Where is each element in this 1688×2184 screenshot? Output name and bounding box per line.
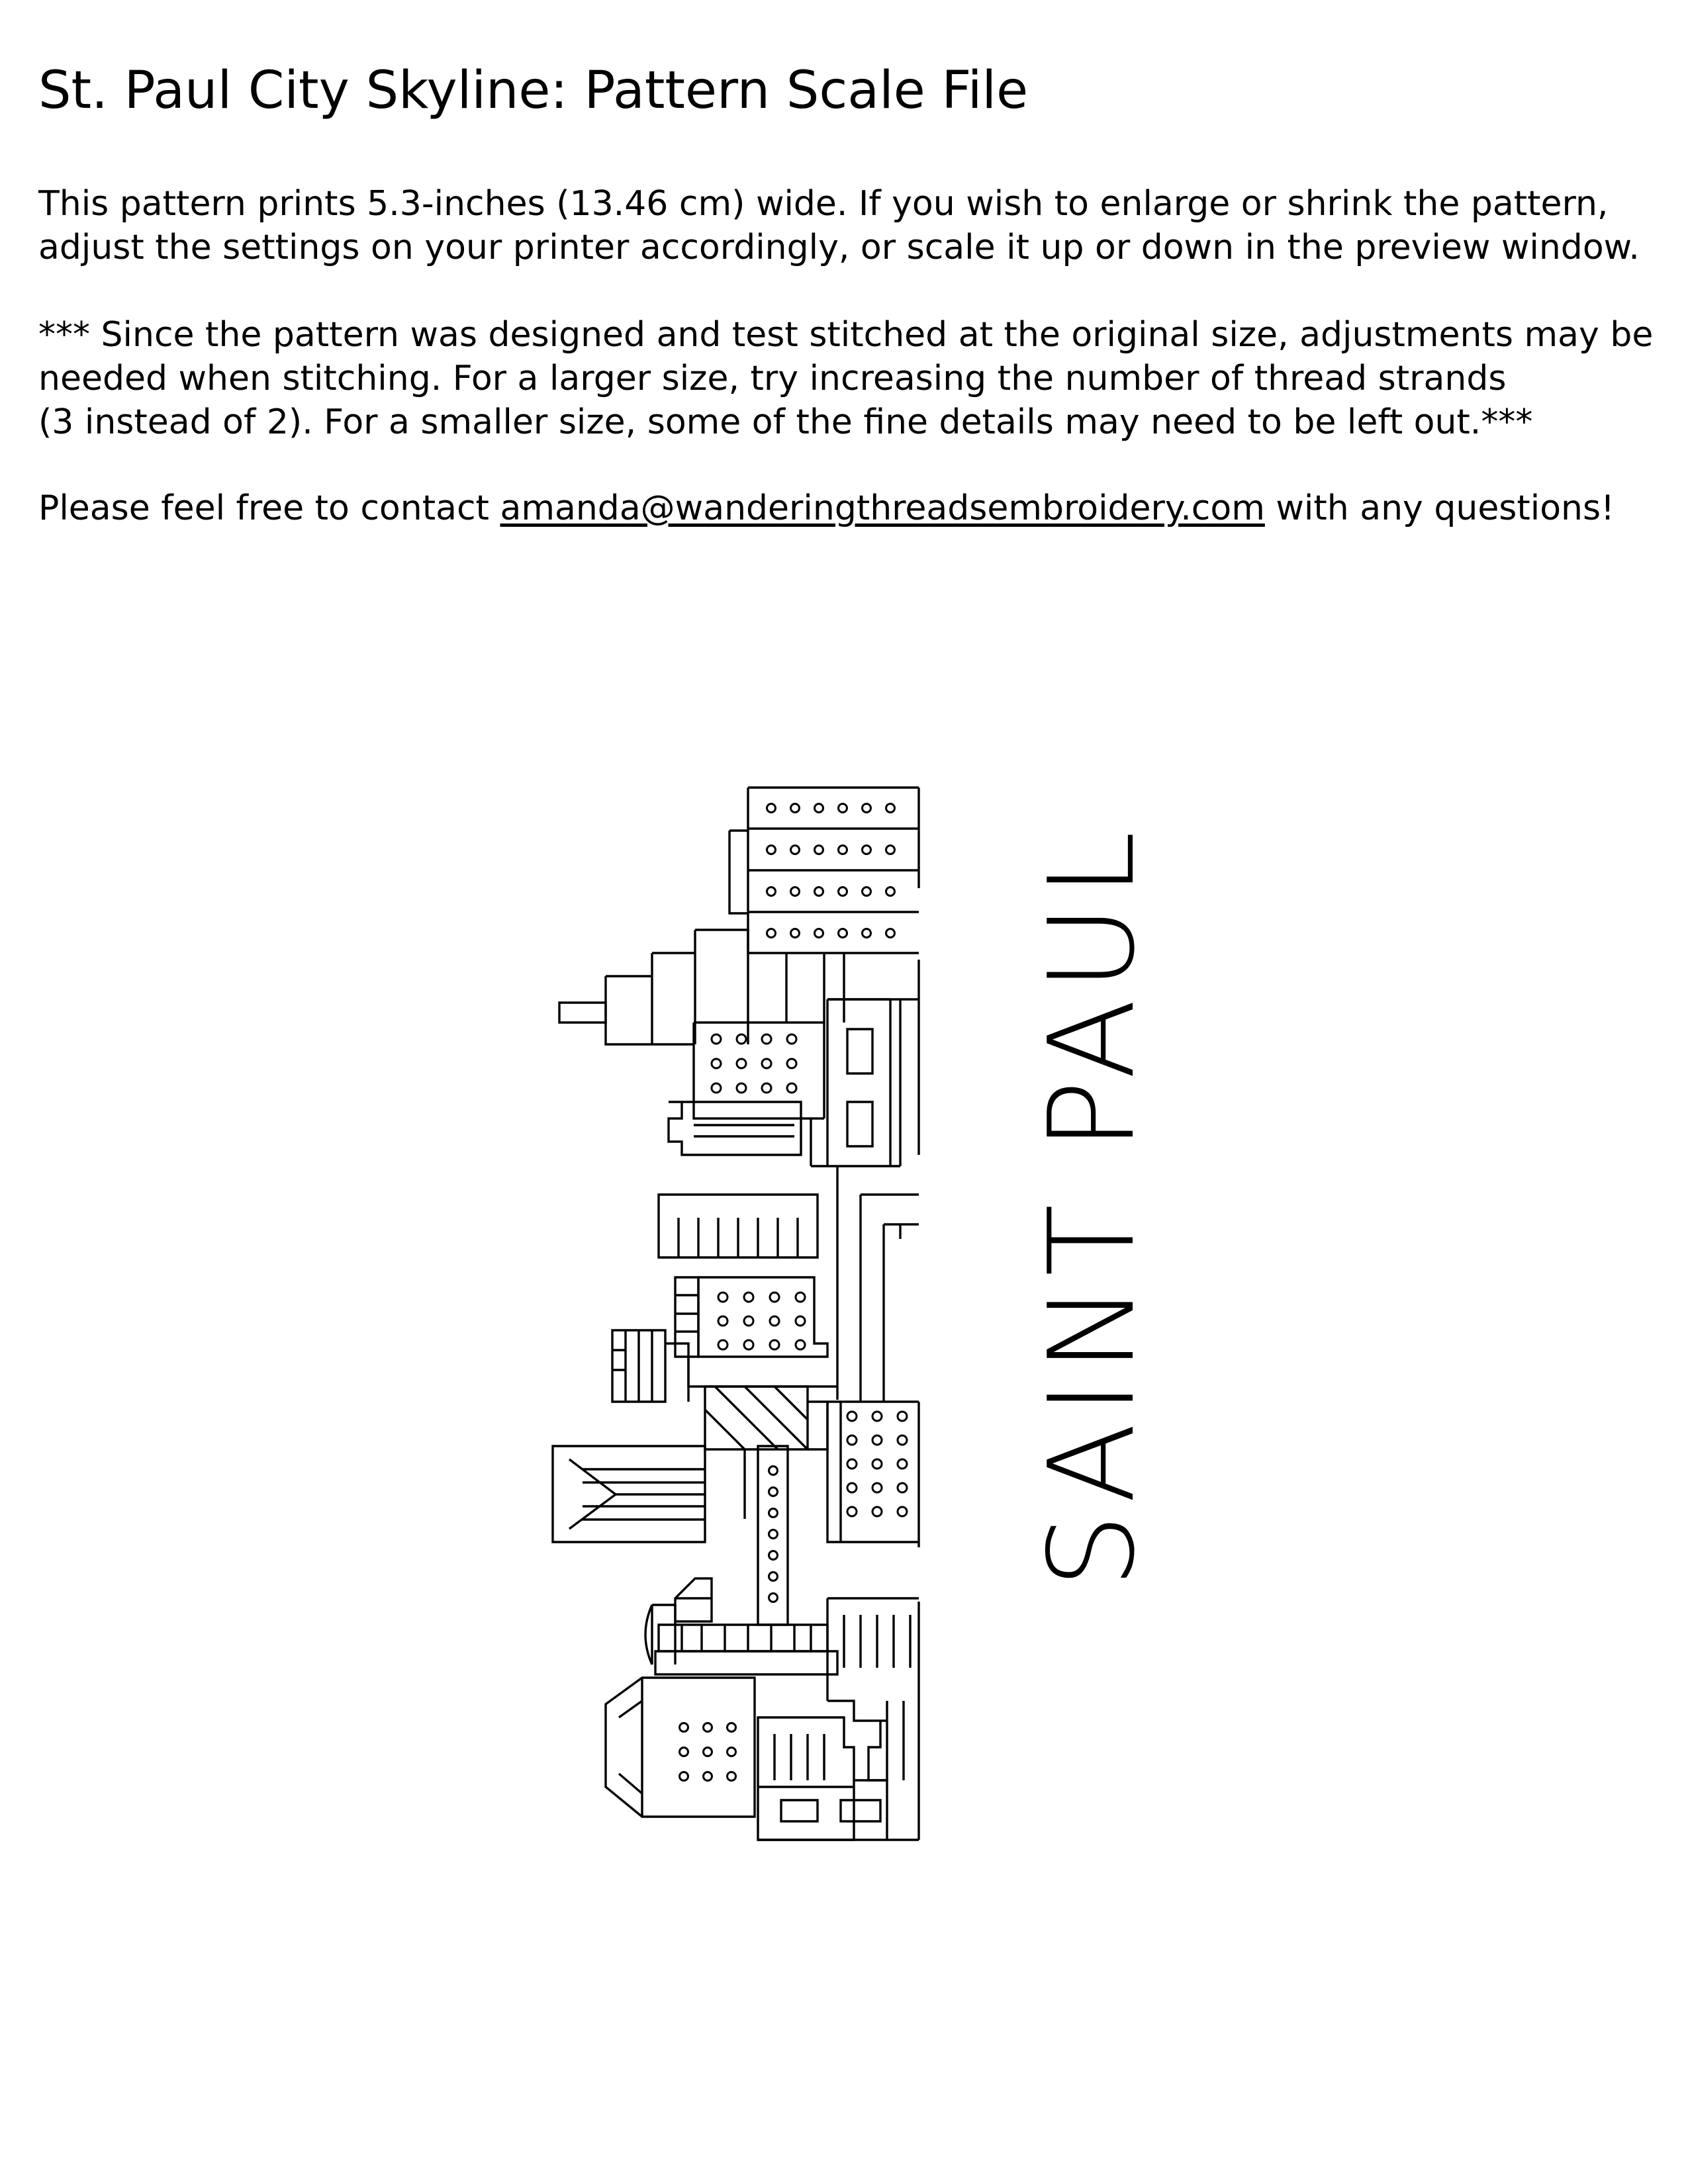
window-dot [712, 1083, 721, 1093]
window-dot [712, 1059, 721, 1068]
window-dot [863, 929, 871, 938]
note-line-1: *** Since the pattern was designed and test stitched at the original size, adjustments may be [38, 315, 1654, 355]
skyline-outline [553, 788, 919, 1840]
window-dot [718, 1293, 727, 1302]
bottom-block-lines [758, 1734, 854, 1787]
mid-tower-lines [786, 953, 844, 1023]
spire-left [559, 1003, 606, 1023]
window-dot [886, 887, 895, 896]
lower-striped [659, 1625, 827, 1651]
diagonal-side [808, 1402, 827, 1449]
window-rect-2 [847, 1102, 872, 1146]
window-dot [769, 1509, 778, 1518]
window-dot [744, 1340, 753, 1349]
window-dot [767, 846, 776, 854]
window-dot [898, 1412, 907, 1421]
window-dot [769, 1467, 778, 1475]
striped-building-lines [679, 1218, 798, 1257]
contact-text-before: Please feel free to contact [38, 488, 500, 528]
window-dot [791, 929, 800, 938]
window-rect-1 [847, 1029, 872, 1073]
bottom-window-1 [781, 1800, 818, 1821]
window-dot [796, 1316, 805, 1326]
window-block-2-side [675, 1277, 698, 1357]
window-dot [863, 804, 871, 813]
window-dot [718, 1340, 727, 1349]
dome-building [645, 1605, 675, 1664]
window-dot [815, 804, 823, 813]
window-dot [847, 1507, 857, 1516]
window-dot [898, 1483, 907, 1492]
window-dots [680, 804, 908, 1781]
email-link[interactable]: amanda@wanderingthreadsembroidery.com [500, 488, 1265, 528]
window-dot [704, 1723, 712, 1732]
window-dot [727, 1748, 736, 1756]
window-dot [744, 1316, 753, 1326]
window-dot [680, 1772, 688, 1781]
window-dot [737, 1059, 746, 1068]
window-dot [769, 1551, 778, 1560]
window-dot [872, 1459, 882, 1469]
window-dot [718, 1316, 727, 1326]
window-dot [680, 1748, 688, 1756]
window-dot [815, 846, 823, 854]
window-dot [704, 1748, 712, 1756]
dotted-column [745, 1446, 788, 1625]
window-dot [769, 1572, 778, 1581]
window-block-1-base [669, 1102, 801, 1155]
window-dot [769, 1488, 778, 1496]
page-title: St. Paul City Skyline: Pattern Scale File [38, 61, 1029, 120]
window-dot [847, 1435, 857, 1445]
window-dot [769, 1594, 778, 1602]
window-dot [791, 804, 800, 813]
window-dot [815, 929, 823, 938]
window-dot [847, 1459, 857, 1469]
window-dot [815, 887, 823, 896]
window-dot [791, 887, 800, 896]
window-dot [737, 1083, 746, 1093]
window-dot [886, 804, 895, 813]
intro-line-1: This pattern prints 5.3-inches (13.46 cm) wide. If you wish to enlarge or shrink the pattern, [38, 184, 1609, 224]
window-dot [712, 1034, 721, 1044]
window-dot [898, 1507, 907, 1516]
window-dot [787, 1083, 796, 1093]
window-dot [872, 1412, 882, 1421]
window-dot [847, 1483, 857, 1492]
window-dot [872, 1507, 882, 1516]
window-dot [886, 929, 895, 938]
window-dot [791, 846, 800, 854]
window-dot [762, 1083, 771, 1093]
window-dot [872, 1483, 882, 1492]
saint-paul-label: SAINT PAUL [1023, 823, 1160, 1588]
bottom-window-2 [841, 1800, 880, 1821]
lower-right-lines [827, 1598, 919, 1701]
prism-chevron [569, 1459, 705, 1529]
note-line-3: (3 instead of 2). For a smaller size, some of the fine details may need to be left out.*** [38, 402, 1533, 442]
window-dot [762, 1034, 771, 1044]
right-window-building [827, 1402, 919, 1542]
window-dot [744, 1293, 753, 1302]
window-dot [680, 1723, 688, 1732]
note-line-2: needed when stitching. For a larger size, try increasing the number of thread strands [38, 359, 1507, 398]
window-dot [727, 1723, 736, 1732]
striped-small [612, 1330, 688, 1402]
window-dot [770, 1293, 779, 1302]
mid-tower-c [606, 976, 652, 1044]
lower-base [655, 1651, 837, 1674]
column-strip [837, 1166, 919, 1402]
window-dot [898, 1435, 907, 1445]
window-dot [727, 1772, 736, 1781]
window-dot [770, 1340, 779, 1349]
window-dot [839, 887, 847, 896]
window-dot [767, 887, 776, 896]
window-dot [796, 1293, 805, 1302]
intro-line-2: adjust the settings on your printer accordingly, or scale it up or down in the preview window. [38, 228, 1640, 267]
window-dot [787, 1059, 796, 1068]
lower-right-step [827, 1701, 904, 1780]
diagonal-building [705, 1387, 808, 1449]
diagonal-stripes [705, 1387, 808, 1449]
top-tower-left [729, 831, 748, 913]
window-dot [839, 846, 847, 854]
window-dot [886, 846, 895, 854]
window-block-1-lines [694, 1125, 794, 1136]
window-dot [847, 1412, 857, 1421]
window-dot [767, 804, 776, 813]
window-dot [863, 846, 871, 854]
mid-tower-b [652, 953, 695, 1044]
window-dot [863, 887, 871, 896]
window-dot [839, 804, 847, 813]
connector [688, 1357, 837, 1387]
spire-building [675, 1578, 712, 1621]
window-dot [704, 1772, 712, 1781]
window-dot [872, 1435, 882, 1445]
window-dot [767, 929, 776, 938]
mid-tower-a [695, 930, 748, 1044]
window-dot [769, 1530, 778, 1539]
window-dot [787, 1034, 796, 1044]
window-dot [762, 1059, 771, 1068]
window-dot [737, 1034, 746, 1044]
window-dot [839, 929, 847, 938]
window-dot [796, 1340, 805, 1349]
contact-text-after: with any questions! [1264, 488, 1615, 528]
window-dot [898, 1459, 907, 1469]
window-dot [770, 1316, 779, 1326]
